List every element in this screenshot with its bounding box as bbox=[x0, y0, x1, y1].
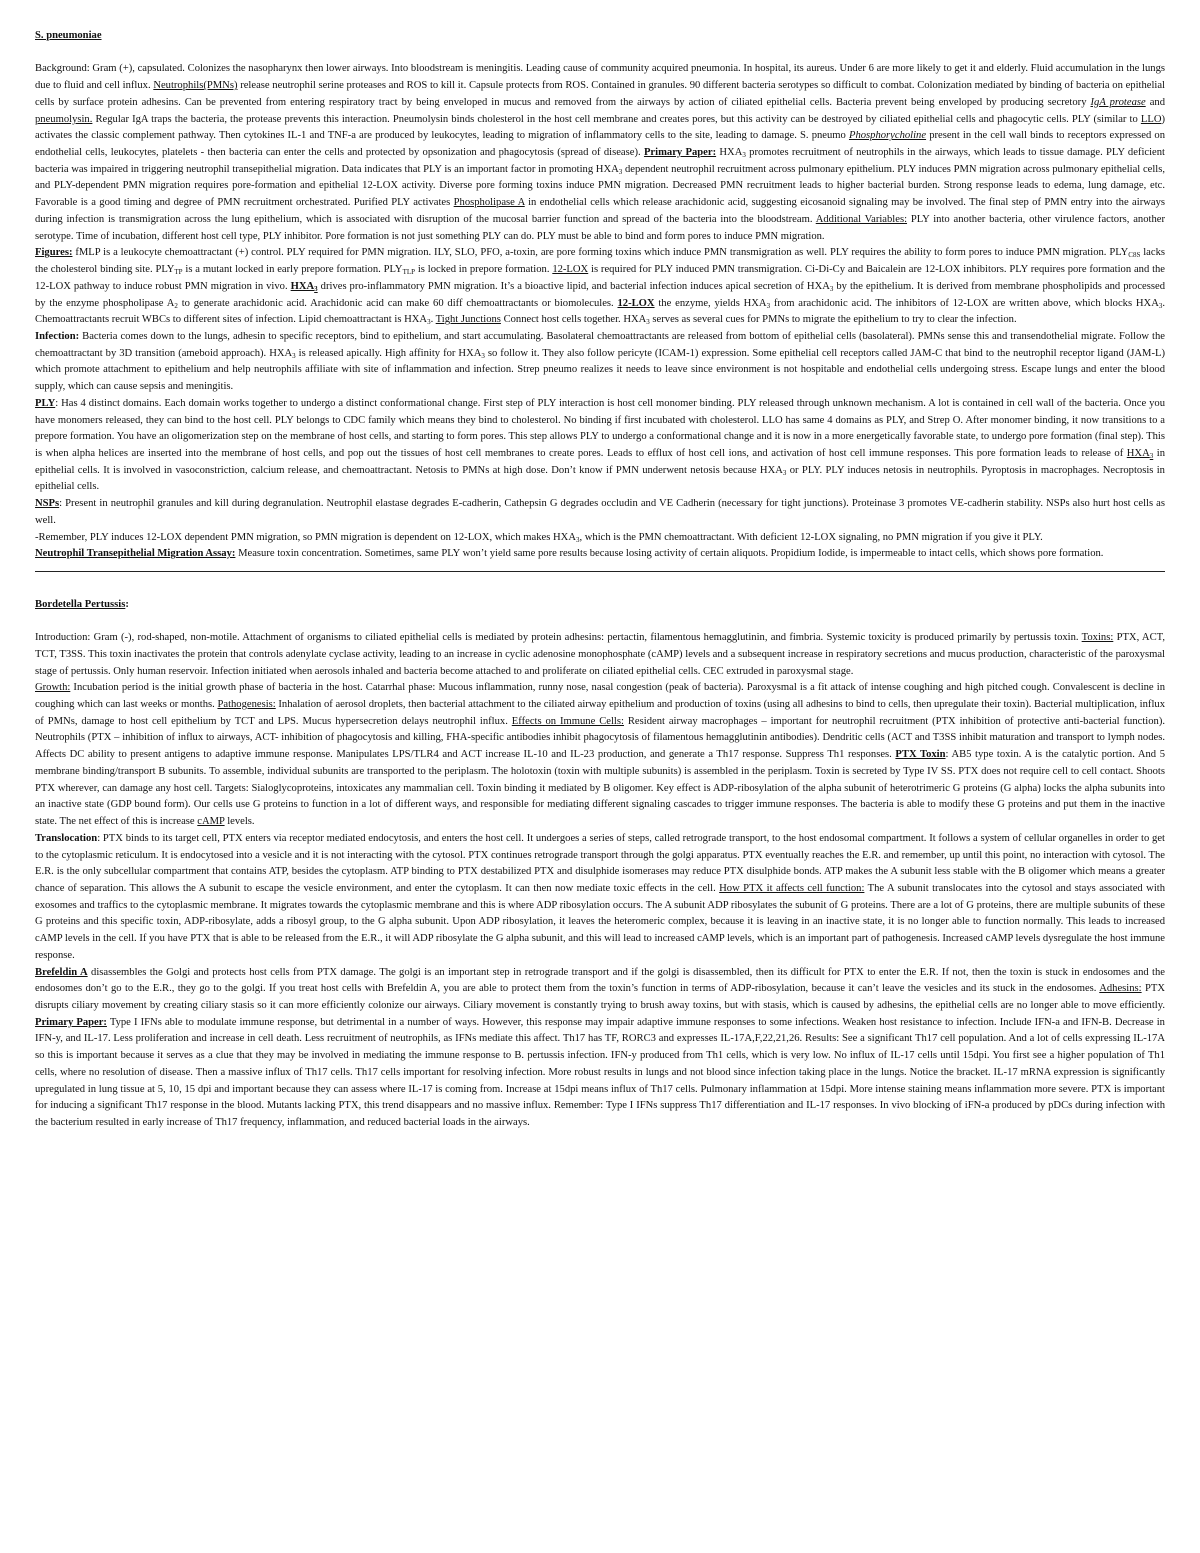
paragraph-ply: PLY: Has 4 distinct domains. Each domain works together to undergo a distinct conformational change. First step of PLY interaction is host cell monomer binding. PLY released through unknown mechanism. A lot is contained in cell wall of the bacteria. Once you have monomers released, they can bind to the host cell. PLY belongs to CDC family which means they bind to cholesterol. No binding if first incubated with cholesterol. LLO has same 4 domains as PLY, and Strep O. After monomer binding, it now transitions to a prepore formation. You have an oligomerization step on the membrane of host cells, and starting to form pores. This step allows PLY to undergo a conformational change and it is now in a more energetically favorable state, to undergo pore formation (final step). This is when alpha helices are inserted into the membrane of host cells, and pop out the tissues of host cell membranes to create pores. Leads to efflux of host cell ions, and activation of host cell immune responses. This pore formation leads to release of $HXA_3$ in epithelial cells. It is involved in vasoconstriction, calcium release, and chemoattractant. Netosis to PMNs at high dose. Don’t know if PMN underwent netosis because $HXA_3$ or PLY. PLY induces netosis in neutrophils. Pyroptosis in macrophages. Necroptosis in epithelial cells. bbox=[35, 397, 1166, 493]
section-title-s-pneumoniae: S. pneumoniae bbox=[35, 30, 102, 41]
paragraph-remember: -Remember, PLY induces 12-LOX dependent PMN migration, so PMN migration is dependent on 12-LOX, which makes $HXA_3$, which is the PMN chemoattractant. With deficient 12-LOX signaling, no PMN migration if you give it PLY. bbox=[35, 531, 1043, 544]
paragraph-growth: Growth: Incubation period is the initial growth phase of bacteria in the host. Catarrhal phase: Mucous inflammation, runny nose, nasal congestion (peak of bacteria). Paroxysmal is a fit attack of intense coughing and high pitched cough. Convalescent is decline in coughing which can last weeks or months. Pathogenesis: Inhalation of aerosol droplets, then bacterial attachment to the ciliated airway epithelium and production of toxins (using all adhesins to bind to cells, then upregulate their toxin). Bacterial multiplication, influx of PMNs, damage to host cell epithelium by TCT and LPS. Mucus hypersecretion delays neutrophil influx. Effects on Immune Cells: Resident airway macrophages – important for neutrophil recruitment (PTX inhibition of protective anti-bacterial function). Neutrophils (PTX – inhibition of influx to airways, ACT- inhibition of phagocytosis and killing, FHA-specific antibodies inhibit phagocytosis of filamentous hemagglutinin antibodies). Dendritic cells (ACT and T3SS inhibit maturation and transport to lymph nodes. Affects DC ability to present antigens to adaptive immune response. Manipulates LPS/TLR4 and ACT increase IL-10 and IL-23 production, and generate a Th17 response. Suppress Th1 responses. PTX Toxin: AB5 type toxin. A is the catalytic portion. And 5 membrane binding/transport B subunits. To assemble, individual subunits are transported to the periplasm. The holotoxin (toxin with multiple subunits) is assembled in the periplasm. Toxin is secreted by Type IV SS. PTX does not require cell to cell contact. Shoots PTX wherever, can damage any host cell. Targets: Sialoglycoproteins, intoxicates any mammalian cell. Toxin binding it mediated by B oligomer. Key effect is ADP-ribosylation of the alpha subunit of heterotrimeric G proteins (G alpha) locks the alpha subunits into an inactive state (GDP bound form). Our cells use G proteins to function in a lot of different ways, and responsible for mediating different signaling cascades to trigger immune responses. The bacteria is able to modify these G proteins and put them in the inactive state. The net effect of this is increase cAMP levels. bbox=[35, 682, 1165, 828]
paragraph-translocation: Translocation: PTX binds to its target cell, PTX enters via receptor mediated endocytosis, and enters the host cell. It undergoes a series of steps, called retrograde transport, to the host endosomal compartment. It follows a system of cellular organelles in order to get to the cytoplasmic reticulum. It is endocytosed into a vesicle and it is not interacting with the cytosol. PTX continues retrograde transport through the golgi apparatus. PTX eventually reaches the E.R. and remember, up until this point, no interaction with cytosol. The E.R. is the only subcellular compartment that contains ATP, besides the cytoplasm. ATP binding to PTX destabilized PTX and disulphide isomerases may reduce PTX disulphide bonds. ATP makes the A subunit less stable with the B oligomer which means a greater chance of separation. This allows the A subunit to escape the vesicle environment, and enter the cytoplasm. It can then now mediate toxic effects in the cell. How PTX it affects cell function: The A subunit translocates into the cytosol and stays associated with exosomes and traffics to the cytoplasmic membrane. It migrates towards the cytoplasmic membrane and this is where ADP ribosylation occurs. The A subunit ADP ribosylates the subunit of G proteins. There are a lot of G proteins, there are multiple subunits of these G proteins and this specific toxin, ADP-ribosylate, adds a ribosyl group, to the G alpha subunit. Upon ADP ribosylation, it leaves the heteromeric complex, because it is leaving in an inactive state, it is no longer able to function normally. This leads to increased cAMP levels in the cell. If you have PTX that is able to be released from the E.R., it will ADP ribosylate the G alpha subunit, and this will lead to increased cAMP levels, which is an important part of pathogenesis. Increased cAMP levels dysregulate the host immune response. bbox=[35, 832, 1166, 961]
spacer bbox=[35, 580, 1165, 597]
paragraph-brefeldin-a: Brefeldin A disassembles the Golgi and protects host cells from PTX damage. The golgi is an important step in retrograde transport and if the golgi is disassembled, then its difficult for PTX to enter the E.R. If not, then the toxin is stuck in endosomes and the endosomes don’t go to the E.R., they go to the golgi. If you treat host cells with Brefeldin A, you are able to protect them from the toxin’s function in terms of ADP-ribosylation, because it can’t leave the vesicles and its stuck in the endosomes. Adhesins: PTX disrupts ciliary movement by creating ciliary stasis so it can more efficiently colonize our airways. Ciliary movement is constantly trying to brush away toxins, but with stasis, which is caused by adhesins, the epithelial cells are no longer able to move efficiently. Primary Paper: Type I IFNs able to modulate immune response, but detrimental in a number of ways. However, this response may impair adaptive immune responses to some infections. Weaken host resistance to infection. Include IFN-a and IFN-B. Decrease in IFN-y, and IL-17. Less proliferation and increase in cell death. Less recruitment of neutrophils, as IFNs mediate this affect. Th17 has TF, RORC3 and expresses IL-17A,F,22,21,26. Results: See a significant Th17 cell population. And a lot of cells expressing IL-17A so this is important because it serves as a clue that they may be involved in mediating the immune response to B. pertussis infection. IFN-y produced from Th1 cells, which is very low. No influx of IL-17 cells until 15dpi. You first see a higher population of Th1 cells, where no resolution of disease. Then a massive influx of Th17 cells. Th17 cells important for resolving infection. More robust results in lungs and not blood since infection taking place in the lungs. Notice the bracket. IL-17 mRNA expression is significantly upregulated in lung tissue at 5, 10, 15 dpi and important because they can assess where IL-17 is coming from. Increase at 15dpi means influx of Th17 cells. Pulmonary inflammation at 15dpi. More intense staining means inflammation more severe. PTX is important for inducing a significant Th17 response in the blood. Mutants lacking PTX, this trend disappears and no massive influx. Remember: Type I IFNs suppress Th17 differentiation and IL-17 responses. In vivo blocking of iFN-a produced by pDCs during infection with the bacterium resulted in early increase of Th17 frequency, inflammation, and reduced bacterial loads in the airways. bbox=[35, 966, 1165, 1128]
paragraph-infection: Infection: Bacteria comes down to the lungs, adhesin to specific receptors, bind to epithelium, and start accumulating. Basolateral chemoattractants are released from bottom of epithelial cells (basolateral). PMNs sense this and transendothelial migrate. Follow the chemoattractant by 3D transition (ameboid approach). $HXA_3$ is released apically. High affinity for $HXA_3$ so follow it. They also follow pericyte (ICAM-1) expression. Some epithelial cell receptors called JAM-C that bind to the neutrophil receptor ligand (JAM-L) which promote attachment to epithelium and help neutrophils affiliate with site of inflammation and infection. Strep pneumo realizes it needs to leave since environment is not hospitable and endothelial cells undergoing stress. Escape lungs and enter the blood supply, which can cause sepsis and meningitis. bbox=[35, 330, 1166, 393]
spacer bbox=[35, 45, 1165, 62]
paragraph-introduction: Introduction: Gram (-), rod-shaped, non-motile. Attachment of organisms to ciliated epithelial cells is mediated by protein adhesins: pertactin, filamentous hemagglutinin, and fimbria. Systemic toxicity is produced primarily by pertussis toxin. Toxins: PTX, ACT, TCT, T3SS. This toxin inactivates the protein that controls adenylate cyclase activity, leading to an increase in cyclic adenosine monophosphate (cAMP) levels and a subsequent increase in respiratory secretions and mucus production, characteristic of the paroxysmal stage of pertussis. Only human reservoir. Infection initiated when aerosols inhaled and bacteria become attached to and proliferate on ciliated epithelial cells. CEC extruded in paroxysmal stage. bbox=[35, 632, 1165, 677]
paragraph-figures: Figures: fMLP is a leukocyte chemoattractant (+) control. PLY required for PMN migration. ILY, SLO, PFO, a-toxin, are pore forming toxins which induce PMN transmigration as well. PLY requires the ability to form pores to induce PMN migration. $PLY_{C8S}$ lacks the cholesterol binding site. $PLY_{TP}$ is a mutant locked in early prepore formation. $PLY_{TLP}$ is locked in prepore formation. 12-LOX is required for PLY induced PMN transmigration. Ci-Di-Cy and Baicalein are 12-LOX inhibitors. PLY requires pore formation and the 12-LOX pathway to induce robust PMN migration in vivo. $HXA_3$ drives pro-inflammatory PMN migration. It’s a bioactive lipid, and bacterial infection induces apical secretion of $HXA_3$ by the epithelium. It is derived from membrane phospholipids and processed by the enzyme phospholipase $A_2$ to generate arachidonic acid. Arachidonic acid can make 60 diff chemoattractants or biomolecules. 12-LOX the enzyme, yields $HXA_3$ from arachidonic acid. The inhibitors of 12-LOX are written above, which blocks $HXA_3$. Chemoattractants recruit WBCs to different sites of infection. Lipid chemoattractant is $HXA_3$. Tight Junctions Connect host cells together. $HXA_3$ serves as several cues for PMNs to migrate the epithelium to try to clear the infection. bbox=[35, 247, 1166, 327]
section-title-bordetella-pertussis: Bordetella Pertussis: bbox=[35, 598, 129, 610]
spacer bbox=[35, 613, 1165, 630]
section-divider bbox=[35, 571, 1165, 572]
paragraph-migration-assay: Neutrophil Transepithelial Migration Assay: Measure toxin concentration. Sometimes, same PLY won’t yield same pore results because losing activity of certain aliquots. Propidium Iodide, is impermeable to intact cells, which shows pore formation. bbox=[35, 548, 1104, 560]
paragraph-background: Background: Gram (+), capsulated. Colonizes the nasopharynx then lower airways. Into bloodstream is meningitis. Leading cause of community acquired pneumonia. In hospital, its aureus. Under 6 are more likely to get it and elderly. Fluid accumulation in the lungs due to fluid and cell influx. Neutrophils(PMNs) release neutrophil serine proteases and ROS to kill it. Capsule protects from ROS. Contained in granules. 90 different bacteria serotypes so difficult to combat. Colonization mediated by binding of bacteria on epithelial cells by surface protein adhesins. Can be prevented from entering respiratory tract by being enveloped in mucus and removed from the airways by action of ciliated epithelial cells. Bacteria prevent being enveloped by producing secretory IgA protease and pneumolysin. Regular IgA traps the bacteria, the protease prevents this interaction. Pneumolysin binds cholesterol in the host cell membrane and creates pores, but this activity can be destroyed by ciliated epithelial cells and phagocytic cells. PLY (similar to LLO) activates the classic complement pathway. Then cytokines IL-1 and TNF-a are produced by leukocytes, leading to migration of inflammatory cells to the site, leading to damage. S. pneumo Phosphorycholine present in the cell wall binds to receptors expressed on endothelial cells, leukocytes, platelets - then bacteria can enter the cells and protected by opsonization and phagocytosis (spread of disease). Primary Paper: $HXA_3$ promotes recruitment of neutrophils in the airways, which leads to tissue damage. PLY deficient bacteria was impaired in triggering neutrophil transepithelial migration. Data indicates that PLY is an important factor in promoting $HXA_3$ dependent neutrophil recruitment across pulmonary epithelium. PLY induces PMN migration across pulmonary epithelial cells, and PLY-dependent PMN migration requires pore-formation and epithelial 12-LOX activity. Diverse pore forming toxins induce PMN migration. Decreased PMN recruitment leads to higher bacterial burden. Strong response leads to edema, lung damage, etc. Favorable is a good timing and degree of PMN recruitment orchestrated. Purified PLY activates Phospholipase A in endothelial cells which release arachidonic acid, suggesting eicosanoid signaling may be involved. The final step of PMN entry into the airways during infection is transmigration across the lung epithelium, which is associated with disruption of the mucosal barrier function and spread of the bacteria into the bloodstream. Additional Variables: PLY into another bacteria, other virulence factors, another serotype. Time of incubation, different host cell type, PLY inhibitor. Pore formation is not just something PLY can do. PLY must be able to bind and form pores to induce PMN migration. bbox=[35, 63, 1166, 242]
document-page bbox=[35, 28, 1165, 1132]
paragraph-nsps: NSPs: Present in neutrophil granules and kill during degranulation. Neutrophil elastase degrades E-cadherin, Cathepsin G degrades occludin and VE Cadherin (necessary for tight junctions). Proteinase 3 promotes VE-cadherin stability. NSPs also hurt host cells as well. bbox=[35, 498, 1165, 526]
